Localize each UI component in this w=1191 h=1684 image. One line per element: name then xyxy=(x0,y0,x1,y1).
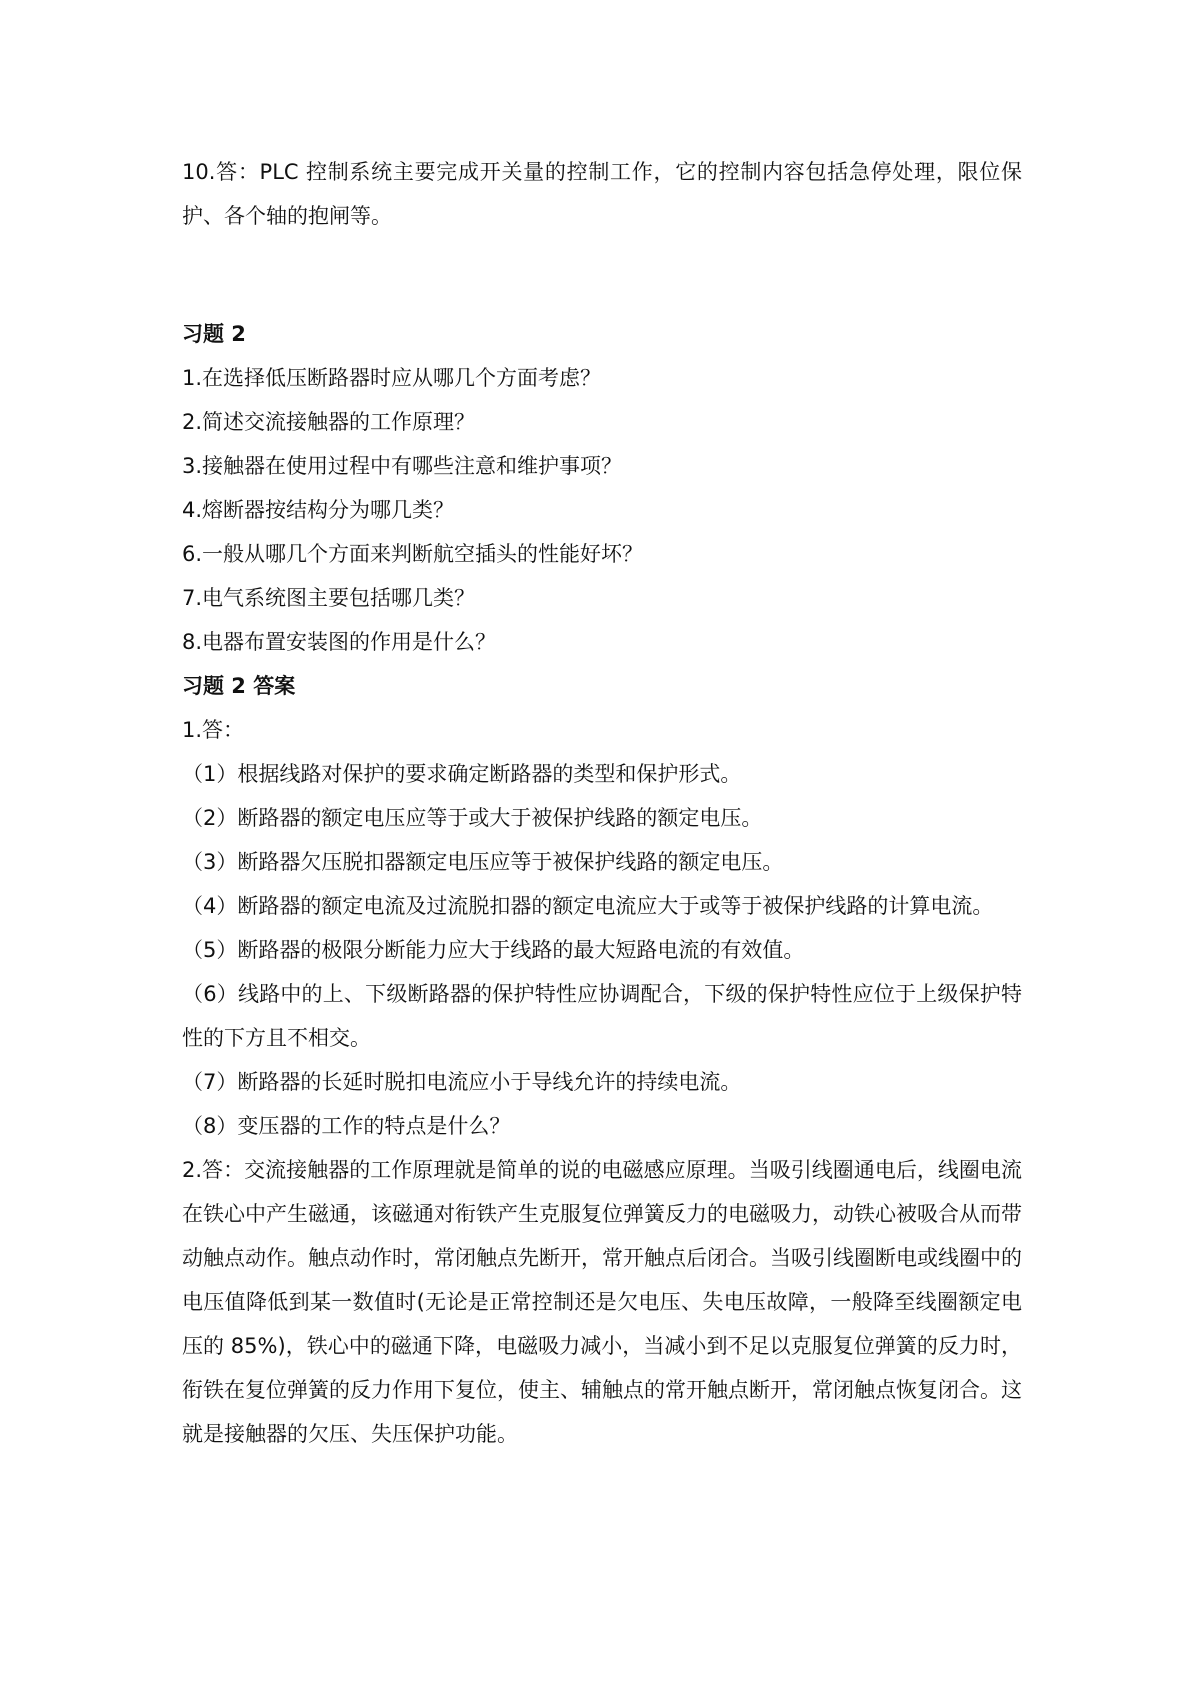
answer-1-label: 1.答： xyxy=(182,718,245,742)
question-item: 6.一般从哪几个方面来判断航空插头的性能好坏？ xyxy=(182,542,644,566)
answer-1-list xyxy=(182,752,1022,1148)
answer-2: 2.答：交流接触器的工作原理就是简单的说的电磁感应原理。当吸引线圈通电后，线圈电流在铁心中产生磁通，该磁通对衔铁产生克服复位弹簧反力的电磁吸力，动铁心被吸合从而带动触点动作。触点动作时，常闭触点先断开，常开触点后闭合。当吸引线圈断电或线圈中的电压值降低到某一数值时(无论是正常控制还是欠电压、失电压故障，一般降至线圈额定电压的 85%)，铁心中的磁通下降，电磁吸力减小，当减小到不足以克服复位弹簧的反力时，衔铁在复位弹簧的反力作用下复位，使主、辅触点的常开触点断开，常闭触点恢复闭合。这就是接触器的欠压、失压保护功能。 xyxy=(182,1158,1022,1446)
answer-1-item: （5）断路器的极限分断能力应大于线路的最大短路电流的有效值。 xyxy=(182,938,805,962)
spacer xyxy=(182,238,1022,312)
answer-1-item: （7）断路器的长延时脱扣电流应小于导线允许的持续电流。 xyxy=(182,1070,742,1094)
question-item: 4.熔断器按结构分为哪几类？ xyxy=(182,498,455,522)
answer-1-item: （3）断路器欠压脱扣器额定电压应等于被保护线路的额定电压。 xyxy=(182,850,784,874)
section-title: 习题 2 xyxy=(182,322,246,346)
document-page xyxy=(182,150,1022,1456)
question-item: 8.电器布置安装图的作用是什么？ xyxy=(182,630,497,654)
answer-10: 10.答：PLC 控制系统主要完成开关量的控制工作，它的控制内容包括急停处理，限位保护、各个轴的抱闸等。 xyxy=(182,160,1022,228)
answer-1-item: （8）变压器的工作的特点是什么？ xyxy=(182,1114,511,1138)
question-list xyxy=(182,356,1022,664)
answer-1-item: （4）断路器的额定电流及过流脱扣器的额定电流应大于或等于被保护线路的计算电流。 xyxy=(182,894,994,918)
question-item: 2.简述交流接触器的工作原理？ xyxy=(182,410,476,434)
answer-1-item: （1）根据线路对保护的要求确定断路器的类型和保护形式。 xyxy=(182,762,742,786)
question-item: 1.在选择低压断路器时应从哪几个方面考虑？ xyxy=(182,366,602,390)
question-item: 7.电气系统图主要包括哪几类？ xyxy=(182,586,476,610)
answer-1-item: （6）线路中的上、下级断路器的保护特性应协调配合，下级的保护特性应位于上级保护特性的下方且不相交。 xyxy=(182,982,1022,1050)
question-item: 3.接触器在使用过程中有哪些注意和维护事项？ xyxy=(182,454,623,478)
answers-title: 习题 2 答案 xyxy=(182,674,296,698)
answer-1-item: （2）断路器的额定电压应等于或大于被保护线路的额定电压。 xyxy=(182,806,763,830)
